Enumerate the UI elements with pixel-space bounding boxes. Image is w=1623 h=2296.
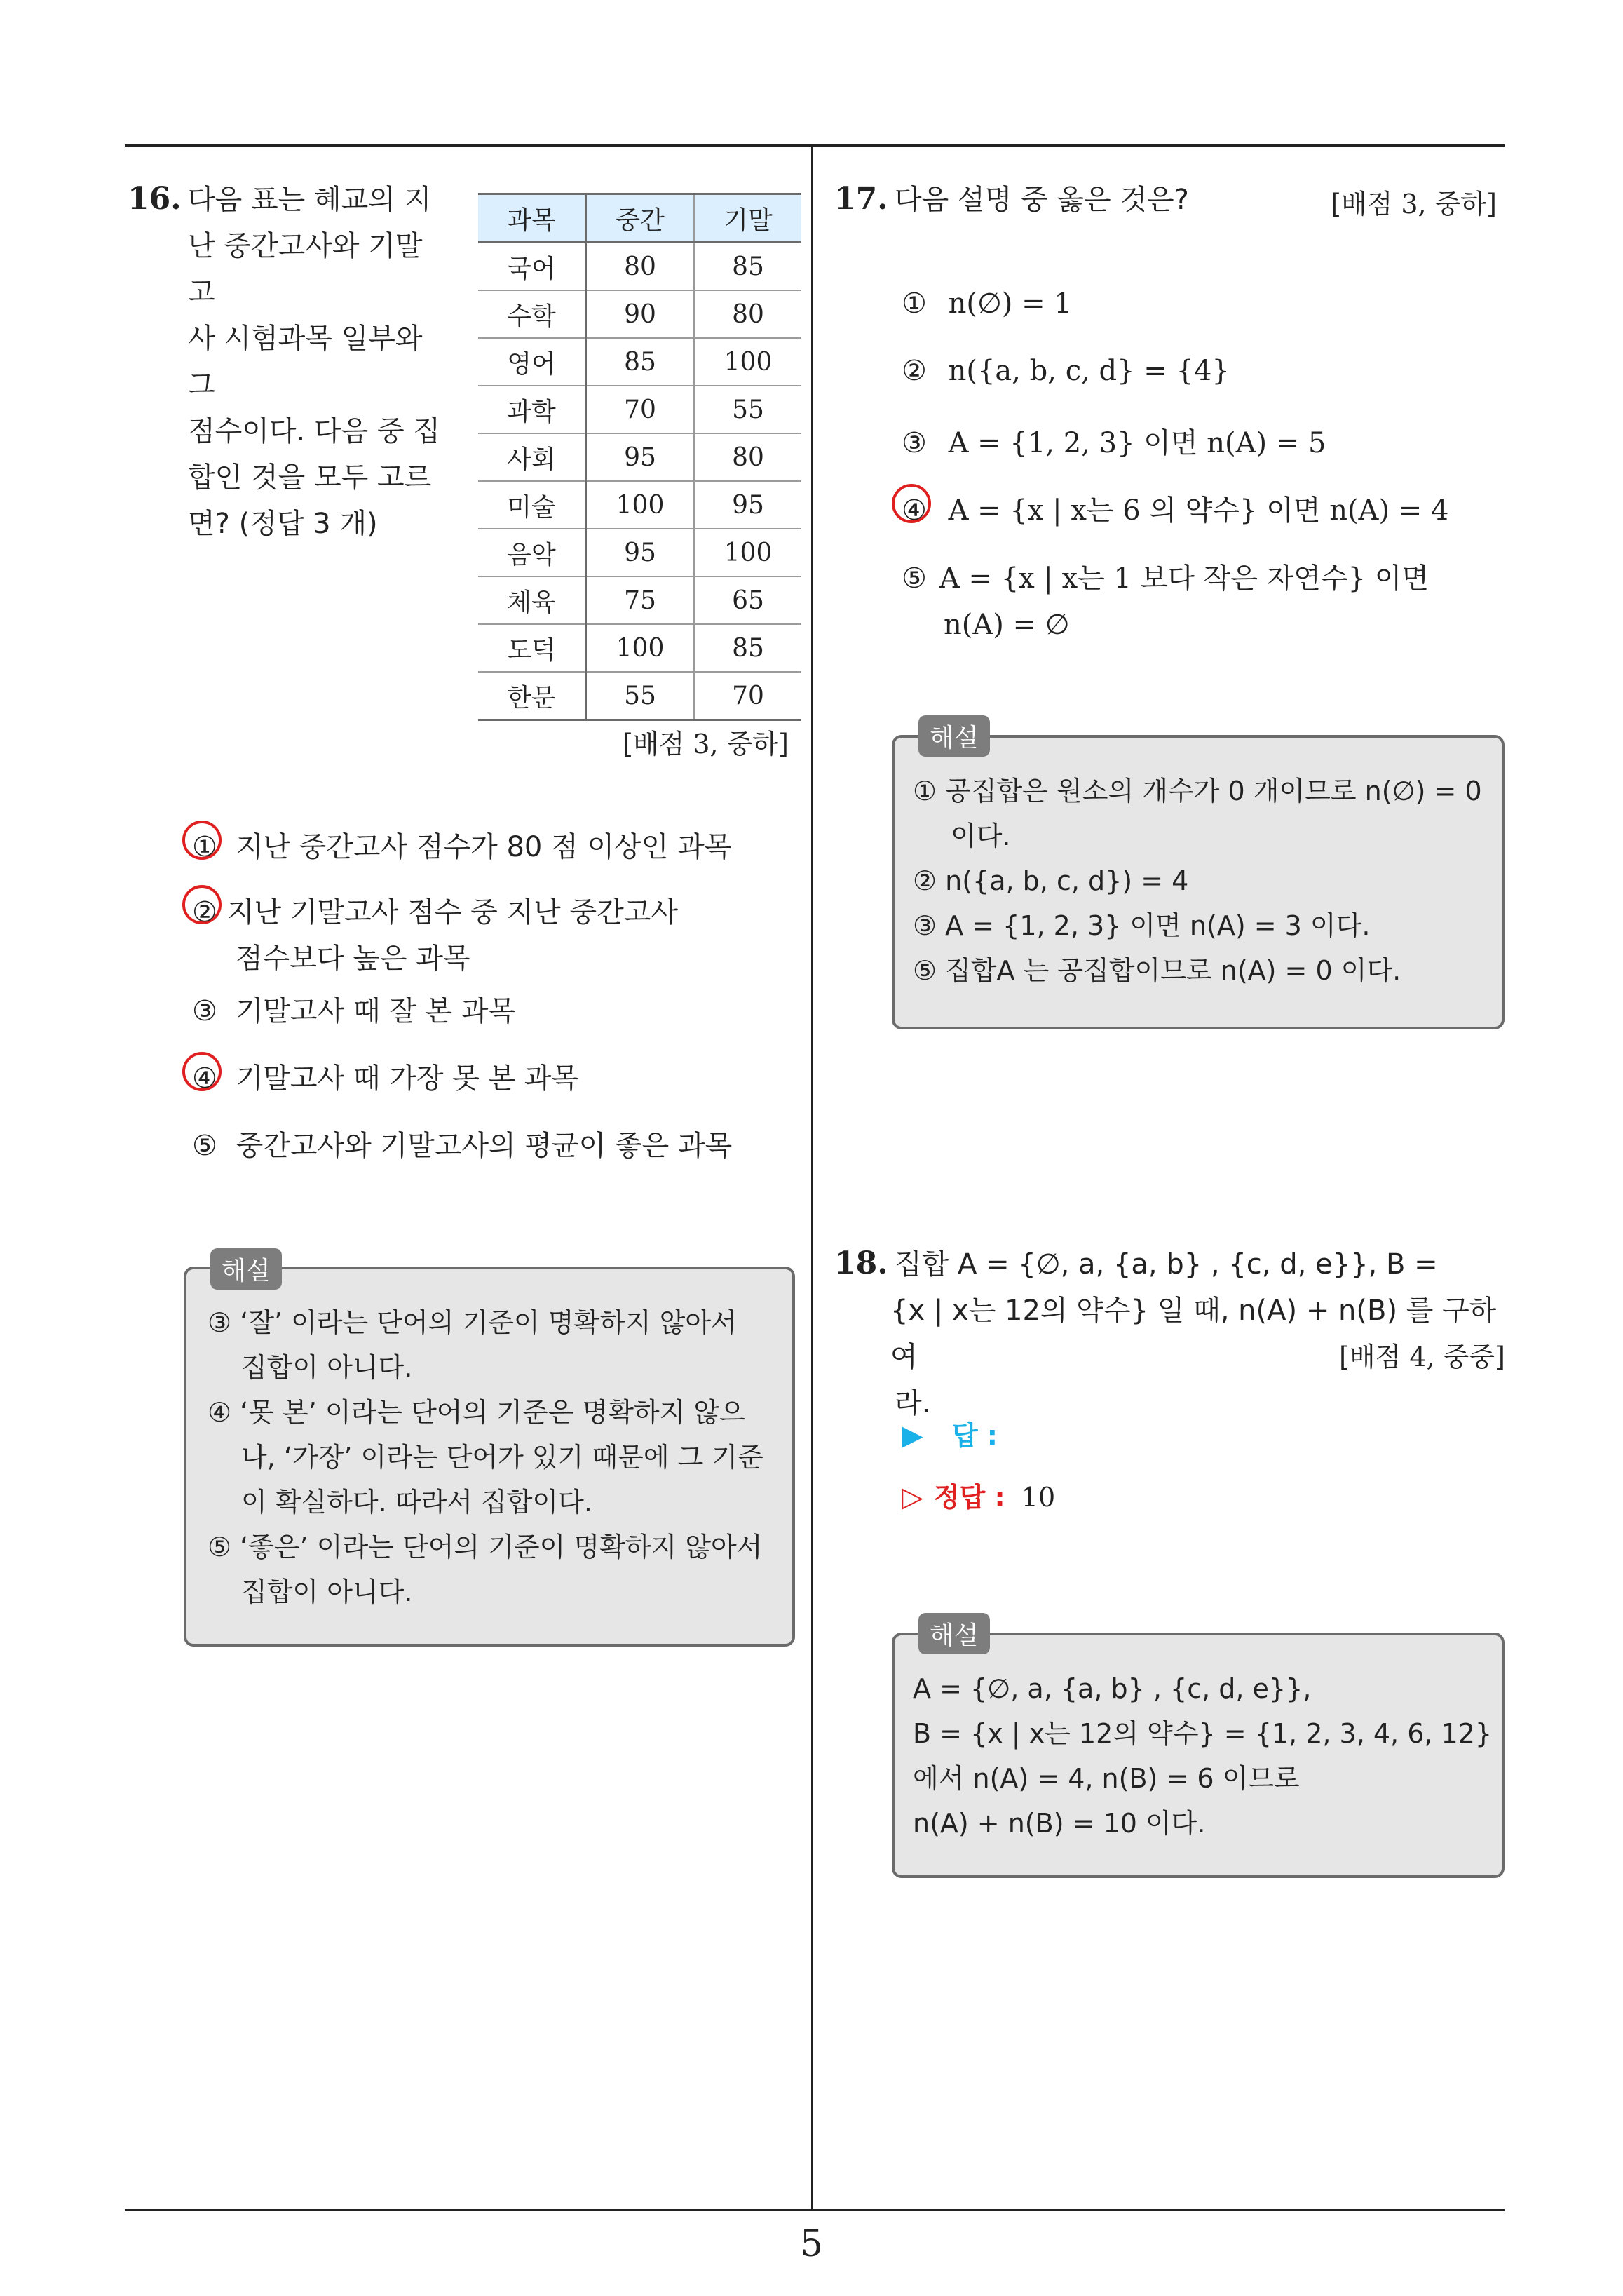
q16-option-1[interactable] bbox=[192, 825, 731, 865]
solution-line: 에서 n(A) = 4, n(B) = 6 이므로 bbox=[913, 1763, 1300, 1794]
q18-stem bbox=[890, 1241, 1505, 1426]
table-cell: 95 bbox=[586, 433, 695, 481]
option-mark: ② bbox=[192, 896, 217, 928]
option-mark: ③ bbox=[902, 427, 927, 459]
q18-solution-label: 해설 bbox=[918, 1613, 990, 1654]
q16-score: [배점 3, 중하] bbox=[623, 729, 789, 759]
q17-option-2[interactable] bbox=[902, 355, 1230, 387]
option-text: 점수보다 높은 과목 bbox=[236, 943, 470, 975]
option-text: n(∅) = 1 bbox=[948, 288, 1072, 320]
table-cell: 70 bbox=[694, 672, 801, 720]
table-cell: 55 bbox=[694, 386, 801, 433]
q16-stem-line: 난 중간고사와 기말고 bbox=[188, 230, 423, 309]
table-cell: 도덕 bbox=[478, 624, 586, 672]
table-cell: 100 bbox=[694, 338, 801, 386]
table-cell: 100 bbox=[586, 481, 695, 529]
option-text: 기말고사 때 잘 본 과목 bbox=[236, 995, 516, 1027]
q16-stem-line: 점수이다. 다음 중 집 bbox=[188, 415, 440, 447]
solution-line: ② n({a, b, c, d}) = 4 bbox=[913, 865, 1189, 896]
table-cell: 80 bbox=[694, 433, 801, 481]
q18-solution-text bbox=[913, 1666, 1495, 1846]
solution-line: ③ ‘잘’ 이라는 단어의 기준이 명확하지 않아서 bbox=[208, 1307, 737, 1338]
table-header-midterm: 중간 bbox=[586, 194, 695, 243]
q16-stem-line: 면? (정답 3 개) bbox=[188, 508, 378, 540]
q18-stem-line: 라. bbox=[895, 1387, 931, 1419]
q17-stem: 다음 설명 중 옳은 것은? bbox=[895, 184, 1189, 216]
q16-option-3[interactable] bbox=[192, 989, 515, 1029]
table-cell: 80 bbox=[586, 243, 695, 291]
q16-score-table bbox=[478, 193, 801, 721]
q18-stem-line: {x | x는 12의 약수} 일 때, n(A) + n(B) 를 구하여 bbox=[890, 1295, 1497, 1373]
column-divider bbox=[811, 144, 813, 2209]
solution-line: A = {∅, a, {a, b} , {c, d, e}}, bbox=[913, 1673, 1312, 1704]
option-text: A = {x | x는 1 보다 작은 자연수} 이면 bbox=[939, 562, 1430, 595]
table-cell: 미술 bbox=[478, 481, 586, 529]
q17-option-4[interactable] bbox=[902, 488, 1448, 528]
table-row bbox=[478, 576, 801, 624]
q17-score: [배점 3, 중하] bbox=[1331, 189, 1497, 220]
table-cell: 사회 bbox=[478, 433, 586, 481]
q16-number: 16. bbox=[128, 181, 182, 217]
table-row bbox=[478, 290, 801, 338]
solution-line: 이다. bbox=[951, 821, 1011, 851]
table-cell: 85 bbox=[586, 338, 695, 386]
table-cell: 체육 bbox=[478, 576, 586, 624]
option-mark: ④ bbox=[902, 494, 927, 527]
q17-option-1[interactable] bbox=[902, 288, 1072, 320]
q17-solution-text bbox=[913, 769, 1495, 993]
solution-line: B = {x | x는 12의 약수} = {1, 2, 3, 4, 6, 12} bbox=[913, 1718, 1493, 1749]
q18-answer-line bbox=[902, 1414, 998, 1452]
table-cell: 90 bbox=[586, 290, 695, 338]
q18-correct-line bbox=[902, 1475, 1055, 1514]
page-number: 5 bbox=[799, 2223, 824, 2265]
option-mark: ③ bbox=[192, 995, 217, 1027]
q18-score: [배점 4, 중중] bbox=[1339, 1342, 1505, 1372]
q17-number: 17. bbox=[834, 181, 888, 217]
option-text: 기말고사 때 가장 못 본 과목 bbox=[236, 1062, 579, 1095]
table-cell: 국어 bbox=[478, 243, 586, 291]
option-text: A = {1, 2, 3} 이면 n(A) = 5 bbox=[948, 427, 1326, 459]
table-cell: 85 bbox=[694, 624, 801, 672]
table-cell: 한문 bbox=[478, 672, 586, 720]
solution-line: ⑤ ‘좋은’ 이라는 단어의 기준이 명확하지 않아서 bbox=[208, 1532, 763, 1562]
table-row bbox=[478, 529, 801, 576]
q16-stem bbox=[188, 177, 440, 547]
q16-option-2[interactable] bbox=[192, 889, 678, 982]
option-mark: ① bbox=[902, 288, 927, 320]
table-cell: 100 bbox=[586, 624, 695, 672]
answer-arrow-icon: ▶ bbox=[902, 1419, 923, 1452]
q16-solution-text bbox=[208, 1300, 782, 1614]
option-mark: ⑤ bbox=[902, 562, 927, 595]
table-cell: 영어 bbox=[478, 338, 586, 386]
q16-option-5[interactable] bbox=[192, 1123, 732, 1163]
table-cell: 95 bbox=[694, 481, 801, 529]
table-header-row bbox=[478, 194, 801, 243]
solution-line: ④ ‘못 본’ 이라는 단어의 기준은 명확하지 않으 bbox=[208, 1397, 745, 1428]
table-header-final: 기말 bbox=[694, 194, 801, 243]
option-text: A = {x | x는 6 의 약수} 이면 n(A) = 4 bbox=[948, 494, 1449, 527]
table-row bbox=[478, 338, 801, 386]
option-text: 지난 중간고사 점수가 80 점 이상인 과목 bbox=[236, 831, 732, 863]
option-mark: ① bbox=[192, 831, 217, 863]
solution-line: 집합이 아니다. bbox=[241, 1352, 413, 1383]
q18-number: 18. bbox=[834, 1245, 888, 1281]
table-cell: 음악 bbox=[478, 529, 586, 576]
solution-line: n(A) + n(B) = 10 이다. bbox=[913, 1808, 1206, 1839]
table-cell: 85 bbox=[694, 243, 801, 291]
solution-line: 이 확실하다. 따라서 집합이다. bbox=[241, 1487, 592, 1518]
solution-line: 집합이 아니다. bbox=[241, 1576, 413, 1607]
table-row bbox=[478, 481, 801, 529]
solution-line: ① 공집합은 원소의 개수가 0 개이므로 n(∅) = 0 bbox=[913, 776, 1482, 806]
table-cell: 65 bbox=[694, 576, 801, 624]
option-text: 지난 기말고사 점수 중 지난 중간고사 bbox=[226, 896, 679, 928]
table-header-subject: 과목 bbox=[478, 194, 586, 243]
table-cell: 75 bbox=[586, 576, 695, 624]
q16-stem-line: 합인 것을 모두 고르 bbox=[188, 461, 432, 494]
q17-option-5[interactable] bbox=[902, 555, 1429, 648]
table-cell: 95 bbox=[586, 529, 695, 576]
option-text: n({a, b, c, d} = {4} bbox=[948, 355, 1230, 387]
table-cell: 80 bbox=[694, 290, 801, 338]
q16-solution-label: 해설 bbox=[210, 1248, 282, 1290]
solution-line: ③ A = {1, 2, 3} 이면 n(A) = 3 이다. bbox=[913, 910, 1371, 941]
table-row bbox=[478, 243, 801, 291]
solution-line: ⑤ 집합A 는 공집합이므로 n(A) = 0 이다. bbox=[913, 955, 1401, 986]
answer-label: 답 : bbox=[951, 1420, 998, 1451]
correct-label: 정답 : bbox=[933, 1482, 1005, 1513]
q18-stem-line: 집합 A = {∅, a, {a, b} , {c, d, e}}, B = bbox=[895, 1248, 1438, 1281]
table-cell: 55 bbox=[586, 672, 695, 720]
q17-option-3[interactable] bbox=[902, 421, 1326, 461]
table-cell: 수학 bbox=[478, 290, 586, 338]
top-rule bbox=[125, 144, 1505, 147]
correct-arrow-icon: ▷ bbox=[902, 1481, 923, 1513]
table-row bbox=[478, 624, 801, 672]
table-cell: 70 bbox=[586, 386, 695, 433]
q16-stem-line: 다음 표는 혜교의 지 bbox=[188, 184, 432, 216]
option-mark: ④ bbox=[192, 1062, 217, 1095]
correct-value: 10 bbox=[1021, 1482, 1056, 1513]
table-row bbox=[478, 433, 801, 481]
q16-option-4[interactable] bbox=[192, 1056, 578, 1096]
option-mark: ② bbox=[902, 355, 927, 387]
bottom-rule bbox=[125, 2209, 1505, 2211]
table-cell: 과학 bbox=[478, 386, 586, 433]
solution-line: 나, ‘가장’ 이라는 단어가 있기 때문에 그 기준 bbox=[241, 1442, 763, 1473]
table-cell: 100 bbox=[694, 529, 801, 576]
option-text: n(A) = ∅ bbox=[944, 609, 1070, 641]
table-row bbox=[478, 672, 801, 720]
table-row bbox=[478, 386, 801, 433]
option-mark: ⑤ bbox=[192, 1130, 217, 1162]
option-text: 중간고사와 기말고사의 평균이 좋은 과목 bbox=[236, 1130, 733, 1162]
q17-solution-label: 해설 bbox=[918, 715, 990, 757]
q16-stem-line: 사 시험과목 일부와 그 bbox=[188, 323, 423, 401]
